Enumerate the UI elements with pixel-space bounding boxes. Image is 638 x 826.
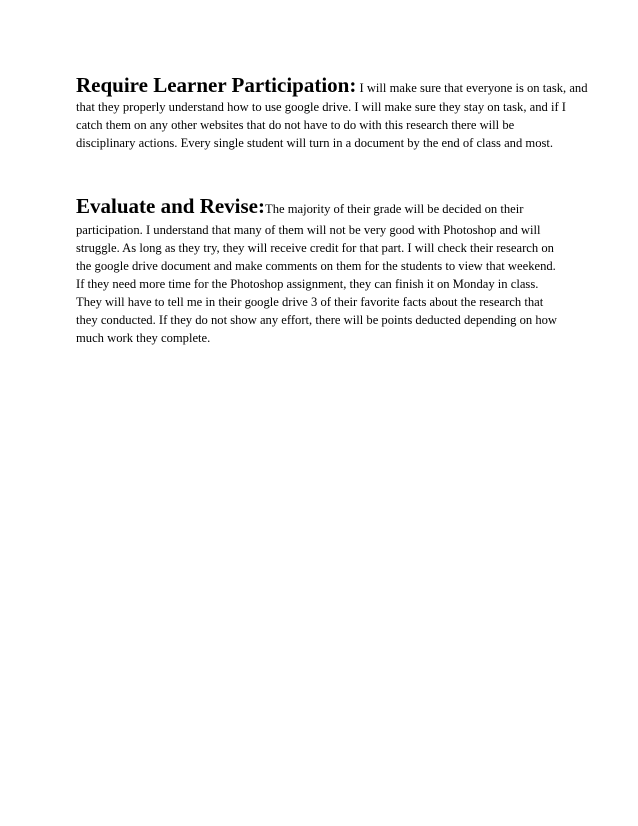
evaluate-heading: Evaluate and Revise:	[76, 194, 265, 218]
participation-line: catch them on any other websites that do not have to do with this research there will be	[76, 118, 515, 132]
evaluate-first-line	[76, 193, 576, 221]
participation-line: that they properly understand how to use google drive. I will make sure they stay on task, and if I	[76, 100, 566, 114]
participation-intro-text: I will make sure that everyone is on task, and	[356, 81, 588, 95]
evaluate-line: If they need more time for the Photoshop assignment, they can finish it on Monday in class.	[76, 277, 539, 291]
participation-section	[76, 72, 588, 152]
evaluate-line: struggle. As long as they try, they will receive credit for that part. I will check their research on	[76, 241, 554, 255]
evaluate-line: much work they complete.	[76, 331, 211, 345]
evaluate-intro-text: The majority of their grade will be decided on their	[265, 202, 524, 216]
evaluate-line: they conducted. If they do not show any effort, there will be points deducted depending on how	[76, 313, 558, 327]
evaluate-section	[76, 193, 576, 347]
evaluate-line: the google drive document and make comments on them for the students to view that weekend.	[76, 259, 556, 273]
evaluate-line: participation. I understand that many of them will not be very good with Photoshop and will	[76, 223, 541, 237]
participation-heading: Require Learner Participation:	[76, 73, 357, 97]
participation-line: disciplinary actions. Every single student will turn in a document by the end of class and most.	[76, 136, 554, 150]
participation-first-line	[76, 72, 588, 98]
evaluate-line: They will have to tell me in their google drive 3 of their favorite facts about the research that	[76, 295, 544, 309]
